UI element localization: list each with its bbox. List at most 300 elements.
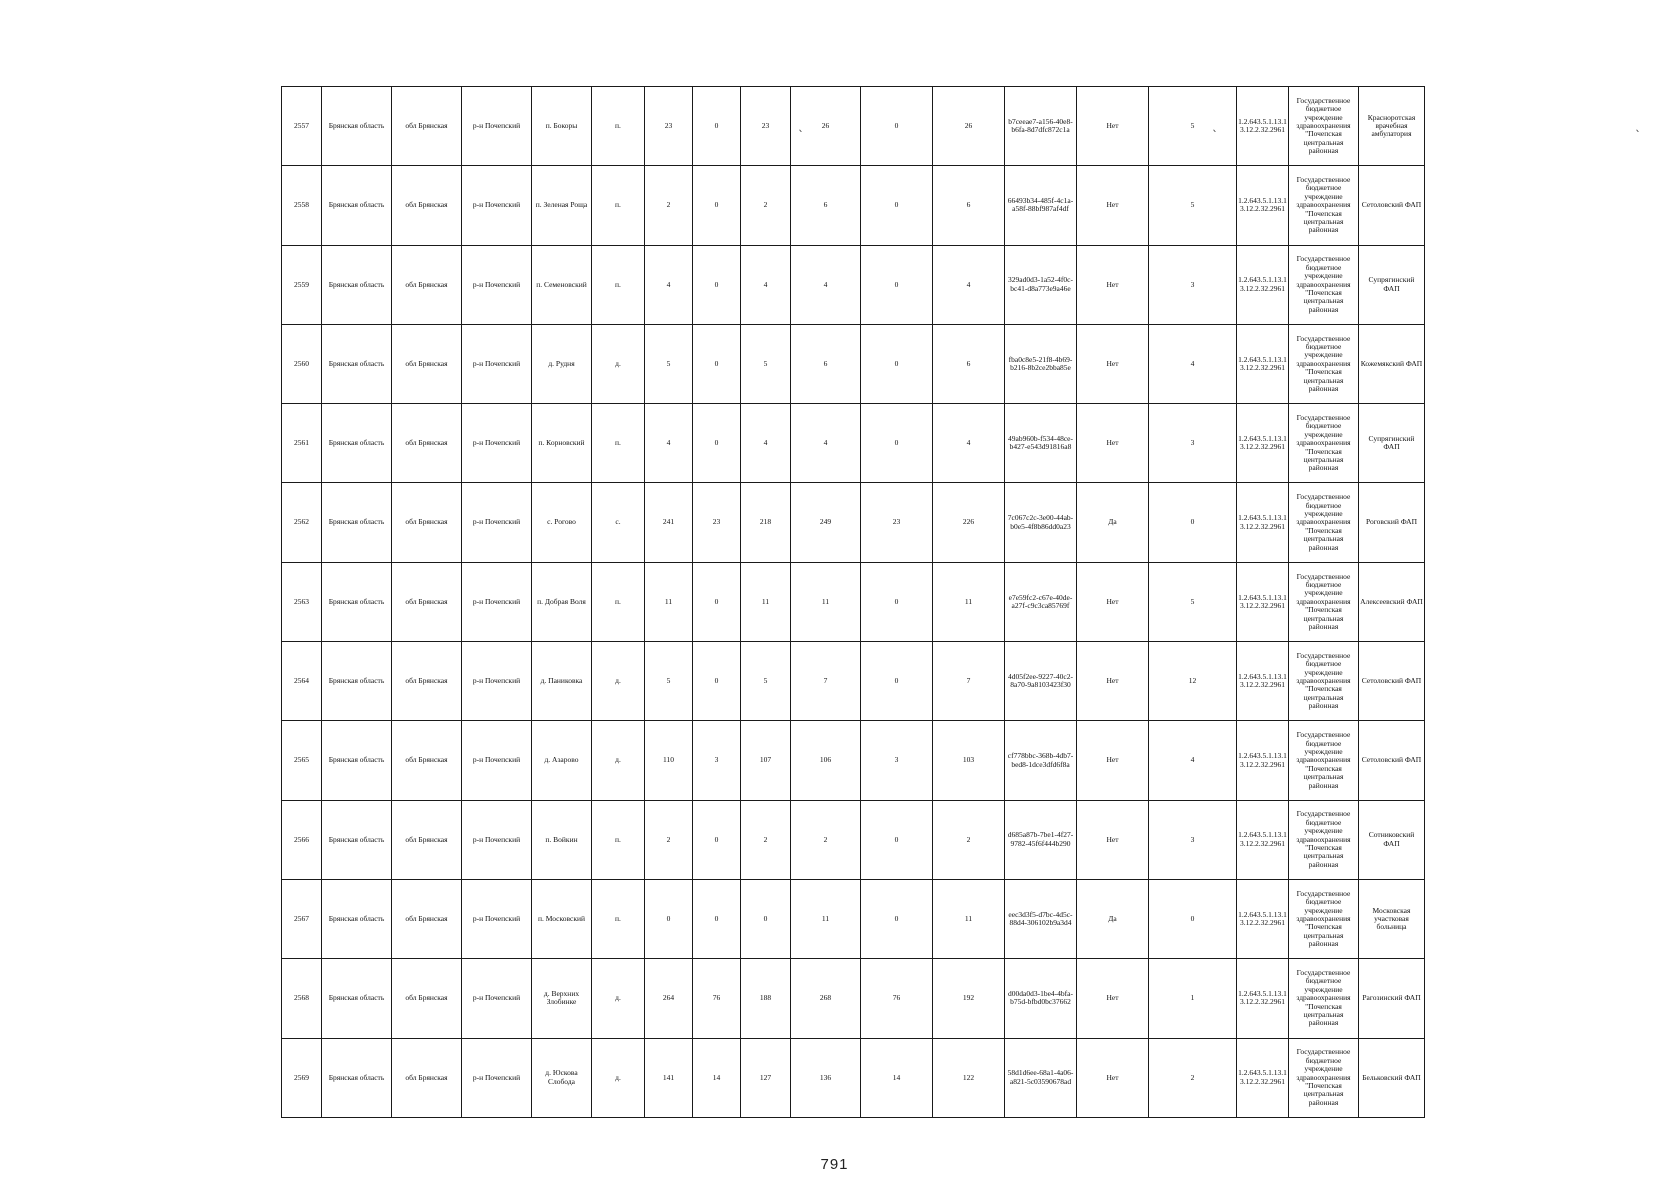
district-cell: р-н Почепский bbox=[462, 562, 532, 641]
district-cell: р-н Почепский bbox=[462, 959, 532, 1038]
oblast-cell: обл Брянская bbox=[392, 1038, 462, 1117]
organization-line: Государственное bbox=[1296, 968, 1351, 978]
organization-cell bbox=[1289, 404, 1359, 483]
row-id-cell: 2557 bbox=[282, 87, 322, 166]
uuid-cell: 58d1d6ee-68a1-4a06-a821-5c03590678ad bbox=[1005, 1038, 1077, 1117]
settlement-type-cell: д. bbox=[592, 324, 645, 403]
count-total-cell: 4 bbox=[645, 245, 693, 324]
flag-cell: Нет bbox=[1077, 721, 1149, 800]
settlement-type-cell: п. bbox=[592, 404, 645, 483]
row-id-cell: 2563 bbox=[282, 562, 322, 641]
organization-line: здравоохранения bbox=[1296, 913, 1351, 923]
organization-line: здравоохранения bbox=[1296, 517, 1351, 527]
flag-cell: Да bbox=[1077, 879, 1149, 958]
organization-line: бюджетное bbox=[1305, 183, 1342, 193]
count-a-2-cell: 76 bbox=[861, 959, 933, 1038]
facility-cell: Сетоловский ФАП bbox=[1359, 721, 1425, 800]
organization-line: районная bbox=[1308, 463, 1339, 473]
row-id-cell: 2569 bbox=[282, 1038, 322, 1117]
row-id-cell: 2567 bbox=[282, 879, 322, 958]
oblast-cell: обл Брянская bbox=[392, 879, 462, 958]
uuid-cell: 49ab960b-f534-48ce-b427-e543d91816a8 bbox=[1005, 404, 1077, 483]
organization-line: учреждение bbox=[1304, 667, 1343, 677]
flag-cell: Нет bbox=[1077, 562, 1149, 641]
organization-cell bbox=[1289, 800, 1359, 879]
count-b-2-cell: 7 bbox=[933, 642, 1005, 721]
organization-line: здравоохранения bbox=[1296, 120, 1351, 130]
facility-cell: Сетоловский ФАП bbox=[1359, 166, 1425, 245]
district-cell: р-н Почепский bbox=[462, 324, 532, 403]
facility-cell: Рагозинский ФАП bbox=[1359, 959, 1425, 1038]
table-body bbox=[282, 87, 1425, 1118]
count-total-cell: 241 bbox=[645, 483, 693, 562]
count-b-2-cell: 11 bbox=[933, 562, 1005, 641]
organization-line: учреждение bbox=[1304, 271, 1343, 281]
organization-line: "Почепская bbox=[1305, 287, 1342, 297]
organization-line: учреждение bbox=[1304, 1064, 1343, 1074]
district-cell: р-н Почепский bbox=[462, 87, 532, 166]
organization-line: центральная bbox=[1303, 930, 1344, 940]
oblast-cell: обл Брянская bbox=[392, 87, 462, 166]
organization-line: "Почепская bbox=[1305, 367, 1342, 377]
organization-line: центральная bbox=[1303, 217, 1344, 227]
organization-line: бюджетное bbox=[1305, 659, 1342, 669]
count-total-cell: 264 bbox=[645, 959, 693, 1038]
count-a-2-cell: 0 bbox=[861, 800, 933, 879]
count-total-2-cell: 4 bbox=[791, 404, 861, 483]
count-total-cell: 2 bbox=[645, 166, 693, 245]
count-cell: 1 bbox=[1149, 959, 1237, 1038]
organization-line: Государственное bbox=[1296, 254, 1351, 264]
oid-code-cell: 1.2.643.5.1.13.13.12.2.32.2961 bbox=[1237, 483, 1289, 562]
organization-line: центральная bbox=[1303, 375, 1344, 385]
organization-line: Государственное bbox=[1296, 888, 1351, 898]
settlement-cell: п. Войкин bbox=[532, 800, 592, 879]
row-id-cell: 2565 bbox=[282, 721, 322, 800]
organization-line: районная bbox=[1308, 1018, 1339, 1028]
table-row bbox=[282, 87, 1425, 166]
count-cell: 3 bbox=[1149, 245, 1237, 324]
count-b-2-cell: 11 bbox=[933, 879, 1005, 958]
uuid-cell: d00da0d3-1be4-4bfa-b75d-bfbd0bc37662 bbox=[1005, 959, 1077, 1038]
count-cell: 3 bbox=[1149, 404, 1237, 483]
organization-cell bbox=[1289, 721, 1359, 800]
organization-line: бюджетное bbox=[1305, 579, 1342, 589]
organization-line: бюджетное bbox=[1305, 817, 1342, 827]
organization-line: здравоохранения bbox=[1296, 755, 1351, 765]
oblast-cell: обл Брянская bbox=[392, 483, 462, 562]
scan-mark: ˎ bbox=[1212, 118, 1218, 132]
organization-cell bbox=[1289, 562, 1359, 641]
region-cell: Брянская область bbox=[322, 483, 392, 562]
organization-line: центральная bbox=[1303, 137, 1344, 147]
uuid-cell: 4d05f2ee-9227-40c2-8a70-9a8103423f30 bbox=[1005, 642, 1077, 721]
count-cell: 2 bbox=[1149, 1038, 1237, 1117]
settlement-cell: п. Корновский bbox=[532, 404, 592, 483]
facility-cell: Сетоловский ФАП bbox=[1359, 642, 1425, 721]
organization-line: бюджетное bbox=[1305, 897, 1342, 907]
organization-line: Государственное bbox=[1296, 95, 1351, 105]
oid-code-cell: 1.2.643.5.1.13.13.12.2.32.2961 bbox=[1237, 324, 1289, 403]
table-row bbox=[282, 245, 1425, 324]
organization-line: "Почепская bbox=[1305, 525, 1342, 535]
organization-line: учреждение bbox=[1304, 112, 1343, 122]
settlement-type-cell: п. bbox=[592, 166, 645, 245]
count-a-cell: 0 bbox=[693, 404, 741, 483]
region-cell: Брянская область bbox=[322, 404, 392, 483]
organization-line: "Почепская bbox=[1305, 208, 1342, 218]
organization-cell bbox=[1289, 166, 1359, 245]
scan-mark: ˎ bbox=[798, 118, 804, 132]
facility-cell: Красноротская врачебная амбулатория bbox=[1359, 87, 1425, 166]
settlement-cell: д. Азарово bbox=[532, 721, 592, 800]
data-table bbox=[281, 86, 1425, 1118]
organization-line: Государственное bbox=[1296, 412, 1351, 422]
organization-line: районная bbox=[1308, 542, 1339, 552]
count-a-cell: 0 bbox=[693, 324, 741, 403]
organization-line: учреждение bbox=[1304, 984, 1343, 994]
table-row bbox=[282, 879, 1425, 958]
uuid-cell: 66493b34-485f-4c1a-a58f-88bf987af4df bbox=[1005, 166, 1077, 245]
count-cell: 5 bbox=[1149, 87, 1237, 166]
page-number: 791 bbox=[820, 1156, 849, 1173]
settlement-cell: д. Паниковка bbox=[532, 642, 592, 721]
organization-line: "Почепская bbox=[1305, 1001, 1342, 1011]
settlement-cell: п. Семеновский bbox=[532, 245, 592, 324]
count-cell: 5 bbox=[1149, 166, 1237, 245]
table-row bbox=[282, 721, 1425, 800]
flag-cell: Нет bbox=[1077, 404, 1149, 483]
region-cell: Брянская область bbox=[322, 642, 392, 721]
facility-cell: Алексеевский ФАП bbox=[1359, 562, 1425, 641]
district-cell: р-н Почепский bbox=[462, 800, 532, 879]
scan-mark: ˎ bbox=[1635, 118, 1641, 132]
organization-line: "Почепская bbox=[1305, 1080, 1342, 1090]
table-row bbox=[282, 483, 1425, 562]
count-a-cell: 76 bbox=[693, 959, 741, 1038]
organization-line: бюджетное bbox=[1305, 976, 1342, 986]
organization-line: Государственное bbox=[1296, 809, 1351, 819]
count-total-2-cell: 11 bbox=[791, 562, 861, 641]
count-a-2-cell: 14 bbox=[861, 1038, 933, 1117]
settlement-cell: с. Рогово bbox=[532, 483, 592, 562]
organization-line: районная bbox=[1308, 384, 1339, 394]
organization-line: здравоохранения bbox=[1296, 279, 1351, 289]
facility-cell: Кожемякский ФАП bbox=[1359, 324, 1425, 403]
organization-line: центральная bbox=[1303, 454, 1344, 464]
organization-cell bbox=[1289, 87, 1359, 166]
organization-line: центральная bbox=[1303, 772, 1344, 782]
count-b-cell: 2 bbox=[741, 800, 791, 879]
organization-line: здравоохранения bbox=[1296, 676, 1351, 686]
organization-line: бюджетное bbox=[1305, 738, 1342, 748]
organization-cell bbox=[1289, 483, 1359, 562]
uuid-cell: d685a87b-7be1-4f27-9782-45f6f444b290 bbox=[1005, 800, 1077, 879]
count-b-cell: 23 bbox=[741, 87, 791, 166]
count-b-2-cell: 6 bbox=[933, 324, 1005, 403]
organization-cell bbox=[1289, 959, 1359, 1038]
flag-cell: Нет bbox=[1077, 245, 1149, 324]
oblast-cell: обл Брянская bbox=[392, 959, 462, 1038]
oblast-cell: обл Брянская bbox=[392, 562, 462, 641]
count-b-cell: 2 bbox=[741, 166, 791, 245]
count-cell: 0 bbox=[1149, 483, 1237, 562]
region-cell: Брянская область bbox=[322, 800, 392, 879]
organization-line: Государственное bbox=[1296, 571, 1351, 581]
organization-line: учреждение bbox=[1304, 588, 1343, 598]
count-total-cell: 110 bbox=[645, 721, 693, 800]
count-a-cell: 0 bbox=[693, 642, 741, 721]
oid-code-cell: 1.2.643.5.1.13.13.12.2.32.2961 bbox=[1237, 245, 1289, 324]
count-cell: 5 bbox=[1149, 562, 1237, 641]
oid-code-cell: 1.2.643.5.1.13.13.12.2.32.2961 bbox=[1237, 1038, 1289, 1117]
district-cell: р-н Почепский bbox=[462, 166, 532, 245]
count-total-2-cell: 4 bbox=[791, 245, 861, 324]
organization-line: бюджетное bbox=[1305, 500, 1342, 510]
count-b-cell: 5 bbox=[741, 324, 791, 403]
organization-line: "Почепская bbox=[1305, 129, 1342, 139]
count-a-2-cell: 0 bbox=[861, 562, 933, 641]
organization-line: здравоохранения bbox=[1296, 834, 1351, 844]
table-row bbox=[282, 166, 1425, 245]
row-id-cell: 2564 bbox=[282, 642, 322, 721]
flag-cell: Нет bbox=[1077, 642, 1149, 721]
organization-line: Государственное bbox=[1296, 333, 1351, 343]
organization-line: здравоохранения bbox=[1296, 358, 1351, 368]
organization-line: бюджетное bbox=[1305, 262, 1342, 272]
organization-line: "Почепская bbox=[1305, 843, 1342, 853]
table-row bbox=[282, 800, 1425, 879]
count-b-2-cell: 122 bbox=[933, 1038, 1005, 1117]
oid-code-cell: 1.2.643.5.1.13.13.12.2.32.2961 bbox=[1237, 879, 1289, 958]
count-total-cell: 11 bbox=[645, 562, 693, 641]
count-cell: 3 bbox=[1149, 800, 1237, 879]
oblast-cell: обл Брянская bbox=[392, 404, 462, 483]
flag-cell: Нет bbox=[1077, 324, 1149, 403]
organization-line: Государственное bbox=[1296, 1047, 1351, 1057]
count-b-cell: 127 bbox=[741, 1038, 791, 1117]
settlement-type-cell: д. bbox=[592, 721, 645, 800]
organization-line: учреждение bbox=[1304, 429, 1343, 439]
oid-code-cell: 1.2.643.5.1.13.13.12.2.32.2961 bbox=[1237, 87, 1289, 166]
count-b-2-cell: 4 bbox=[933, 245, 1005, 324]
table-row bbox=[282, 562, 1425, 641]
count-b-cell: 218 bbox=[741, 483, 791, 562]
region-cell: Брянская область bbox=[322, 562, 392, 641]
count-total-cell: 0 bbox=[645, 879, 693, 958]
settlement-type-cell: д. bbox=[592, 959, 645, 1038]
organization-line: бюджетное bbox=[1305, 1055, 1342, 1065]
count-total-2-cell: 136 bbox=[791, 1038, 861, 1117]
oblast-cell: обл Брянская bbox=[392, 721, 462, 800]
count-total-2-cell: 6 bbox=[791, 166, 861, 245]
organization-line: районная bbox=[1308, 1097, 1339, 1107]
organization-line: районная bbox=[1308, 701, 1339, 711]
count-total-2-cell: 11 bbox=[791, 879, 861, 958]
count-a-2-cell: 3 bbox=[861, 721, 933, 800]
uuid-cell: eec3d3f5-d7bc-4d5c-88d4-306102b9a3d4 bbox=[1005, 879, 1077, 958]
count-b-cell: 4 bbox=[741, 245, 791, 324]
count-total-2-cell: 26 bbox=[791, 87, 861, 166]
count-a-cell: 23 bbox=[693, 483, 741, 562]
organization-line: Государственное bbox=[1296, 650, 1351, 660]
settlement-type-cell: п. bbox=[592, 879, 645, 958]
organization-line: "Почепская bbox=[1305, 763, 1342, 773]
count-b-cell: 107 bbox=[741, 721, 791, 800]
row-id-cell: 2560 bbox=[282, 324, 322, 403]
count-a-cell: 0 bbox=[693, 87, 741, 166]
count-total-2-cell: 249 bbox=[791, 483, 861, 562]
flag-cell: Нет bbox=[1077, 959, 1149, 1038]
organization-line: районная bbox=[1308, 146, 1339, 156]
count-a-2-cell: 0 bbox=[861, 166, 933, 245]
oid-code-cell: 1.2.643.5.1.13.13.12.2.32.2961 bbox=[1237, 562, 1289, 641]
count-b-2-cell: 103 bbox=[933, 721, 1005, 800]
organization-line: центральная bbox=[1303, 851, 1344, 861]
count-total-cell: 4 bbox=[645, 404, 693, 483]
count-b-cell: 188 bbox=[741, 959, 791, 1038]
oid-code-cell: 1.2.643.5.1.13.13.12.2.32.2961 bbox=[1237, 404, 1289, 483]
organization-cell bbox=[1289, 245, 1359, 324]
organization-cell bbox=[1289, 879, 1359, 958]
count-total-2-cell: 2 bbox=[791, 800, 861, 879]
organization-line: бюджетное bbox=[1305, 342, 1342, 352]
district-cell: р-н Почепский bbox=[462, 483, 532, 562]
row-id-cell: 2566 bbox=[282, 800, 322, 879]
organization-cell bbox=[1289, 642, 1359, 721]
oid-code-cell: 1.2.643.5.1.13.13.12.2.32.2961 bbox=[1237, 721, 1289, 800]
count-b-cell: 4 bbox=[741, 404, 791, 483]
organization-line: "Почепская bbox=[1305, 922, 1342, 932]
oblast-cell: обл Брянская bbox=[392, 324, 462, 403]
organization-line: районная bbox=[1308, 225, 1339, 235]
organization-line: центральная bbox=[1303, 534, 1344, 544]
settlement-type-cell: д. bbox=[592, 642, 645, 721]
flag-cell: Нет bbox=[1077, 87, 1149, 166]
organization-line: центральная bbox=[1303, 692, 1344, 702]
count-total-2-cell: 268 bbox=[791, 959, 861, 1038]
organization-line: центральная bbox=[1303, 1010, 1344, 1019]
count-cell: 4 bbox=[1149, 721, 1237, 800]
settlement-type-cell: д. bbox=[592, 1038, 645, 1117]
settlement-cell: п. Московский bbox=[532, 879, 592, 958]
organization-line: районная bbox=[1308, 780, 1339, 790]
organization-line: центральная bbox=[1303, 613, 1344, 623]
organization-line: здравоохранения bbox=[1296, 200, 1351, 210]
organization-line: учреждение bbox=[1304, 905, 1343, 915]
uuid-cell: b7ceeae7-a156-40e8-b6fa-8d7dfc872c1a bbox=[1005, 87, 1077, 166]
count-b-cell: 11 bbox=[741, 562, 791, 641]
count-a-2-cell: 0 bbox=[861, 245, 933, 324]
district-cell: р-н Почепский bbox=[462, 245, 532, 324]
count-a-2-cell: 0 bbox=[861, 324, 933, 403]
count-a-2-cell: 0 bbox=[861, 879, 933, 958]
count-a-cell: 0 bbox=[693, 800, 741, 879]
count-total-cell: 5 bbox=[645, 324, 693, 403]
settlement-cell: д. Верхних Злобинке bbox=[532, 959, 592, 1038]
count-total-2-cell: 7 bbox=[791, 642, 861, 721]
flag-cell: Да bbox=[1077, 483, 1149, 562]
facility-cell: Супрягинский ФАП bbox=[1359, 404, 1425, 483]
district-cell: р-н Почепский bbox=[462, 721, 532, 800]
table-row bbox=[282, 324, 1425, 403]
region-cell: Брянская область bbox=[322, 87, 392, 166]
organization-line: центральная bbox=[1303, 296, 1344, 306]
settlement-cell: п. Бокоры bbox=[532, 87, 592, 166]
count-total-2-cell: 6 bbox=[791, 324, 861, 403]
district-cell: р-н Почепский bbox=[462, 1038, 532, 1117]
table-row bbox=[282, 404, 1425, 483]
settlement-type-cell: п. bbox=[592, 800, 645, 879]
count-total-cell: 23 bbox=[645, 87, 693, 166]
organization-line: здравоохранения bbox=[1296, 596, 1351, 606]
uuid-cell: 329ad0d3-1a52-4f0c-bc41-d8a773e9a46e bbox=[1005, 245, 1077, 324]
count-cell: 4 bbox=[1149, 324, 1237, 403]
row-id-cell: 2562 bbox=[282, 483, 322, 562]
oblast-cell: обл Брянская bbox=[392, 800, 462, 879]
settlement-type-cell: с. bbox=[592, 483, 645, 562]
count-a-2-cell: 0 bbox=[861, 404, 933, 483]
uuid-cell: 7c067c2c-3e00-44ab-b0e5-4f8b86dd0a23 bbox=[1005, 483, 1077, 562]
oid-code-cell: 1.2.643.5.1.13.13.12.2.32.2961 bbox=[1237, 800, 1289, 879]
oblast-cell: обл Брянская bbox=[392, 245, 462, 324]
organization-line: учреждение bbox=[1304, 191, 1343, 201]
organization-line: районная bbox=[1308, 621, 1339, 631]
oid-code-cell: 1.2.643.5.1.13.13.12.2.32.2961 bbox=[1237, 959, 1289, 1038]
organization-line: "Почепская bbox=[1305, 684, 1342, 694]
row-id-cell: 2559 bbox=[282, 245, 322, 324]
organization-line: учреждение bbox=[1304, 350, 1343, 360]
count-a-cell: 0 bbox=[693, 166, 741, 245]
organization-line: Государственное bbox=[1296, 492, 1351, 502]
count-cell: 12 bbox=[1149, 642, 1237, 721]
count-b-cell: 0 bbox=[741, 879, 791, 958]
count-b-2-cell: 6 bbox=[933, 166, 1005, 245]
region-cell: Брянская область bbox=[322, 245, 392, 324]
organization-line: бюджетное bbox=[1305, 104, 1342, 114]
organization-line: учреждение bbox=[1304, 509, 1343, 519]
count-a-2-cell: 0 bbox=[861, 87, 933, 166]
count-b-cell: 5 bbox=[741, 642, 791, 721]
region-cell: Брянская область bbox=[322, 324, 392, 403]
count-total-cell: 5 bbox=[645, 642, 693, 721]
organization-line: Государственное bbox=[1296, 730, 1351, 740]
region-cell: Брянская область bbox=[322, 166, 392, 245]
organization-line: здравоохранения bbox=[1296, 438, 1351, 448]
count-a-cell: 0 bbox=[693, 562, 741, 641]
table-row bbox=[282, 959, 1425, 1038]
count-total-2-cell: 106 bbox=[791, 721, 861, 800]
count-cell: 0 bbox=[1149, 879, 1237, 958]
organization-line: учреждение bbox=[1304, 746, 1343, 756]
facility-cell: Сотниковский ФАП bbox=[1359, 800, 1425, 879]
count-b-2-cell: 192 bbox=[933, 959, 1005, 1038]
row-id-cell: 2558 bbox=[282, 166, 322, 245]
organization-line: здравоохранения bbox=[1296, 1072, 1351, 1082]
organization-line: учреждение bbox=[1304, 826, 1343, 836]
district-cell: р-н Почепский bbox=[462, 642, 532, 721]
table-row bbox=[282, 1038, 1425, 1117]
settlement-type-cell: п. bbox=[592, 562, 645, 641]
uuid-cell: cf778bbc-368b-4db7-bed8-1dce3dfd6f8a bbox=[1005, 721, 1077, 800]
facility-cell: Бельковский ФАП bbox=[1359, 1038, 1425, 1117]
region-cell: Брянская область bbox=[322, 879, 392, 958]
organization-line: бюджетное bbox=[1305, 421, 1342, 431]
organization-line: Государственное bbox=[1296, 175, 1351, 185]
settlement-cell: п. Добрая Воля bbox=[532, 562, 592, 641]
facility-cell: Супрягинский ФАП bbox=[1359, 245, 1425, 324]
count-total-cell: 141 bbox=[645, 1038, 693, 1117]
